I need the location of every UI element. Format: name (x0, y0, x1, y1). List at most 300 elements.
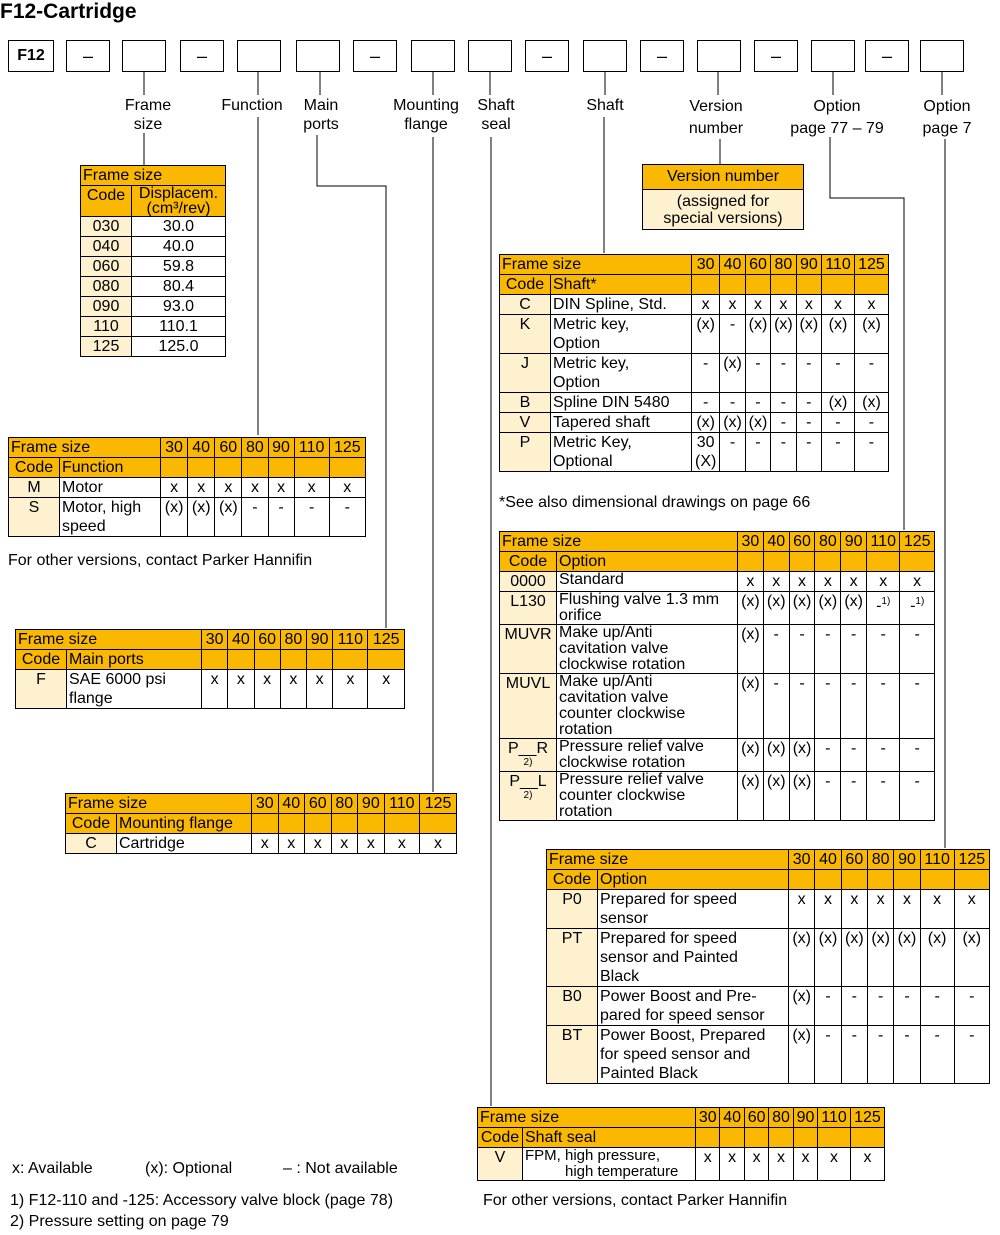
availability-footnote: 1) (881, 596, 891, 607)
row-availability: x (202, 670, 228, 709)
row-availability: (x) (854, 393, 888, 413)
shaft-table (499, 254, 889, 472)
row-description-line: Metric key, (553, 316, 630, 333)
row-availability: x (696, 1148, 720, 1181)
row-code-text: S (28, 499, 40, 516)
row-code-text: MUVR (504, 626, 552, 643)
row-availability: - (900, 739, 935, 772)
size-col-125: 125 (850, 1108, 884, 1128)
row-availability: (x) (738, 772, 764, 821)
row-code: 125 (81, 337, 132, 357)
size-col-110: 110 (294, 438, 329, 458)
footnote-2: 2) Pressure setting on page 79 (10, 1213, 229, 1230)
col-description: Option (598, 870, 789, 890)
row-description-line: Power Boost, Prepared (600, 1027, 766, 1044)
row-availability: - (771, 354, 796, 393)
row-availability: x (420, 834, 457, 854)
table-subheader-row (66, 814, 457, 834)
row-availability: - (920, 1026, 954, 1084)
row-availability: - (822, 413, 855, 433)
row-code: 030 (81, 217, 132, 237)
row-description-line: orifice (559, 607, 602, 624)
mounting-flange-table (65, 793, 457, 854)
row-description-line: DIN Spline, Std. (553, 296, 667, 313)
row-availability: (x) (789, 772, 815, 821)
table-subheader-row (16, 650, 405, 670)
size-col-40: 40 (228, 630, 254, 650)
row-availability (900, 592, 935, 625)
row-availability: (x) (215, 498, 242, 537)
row-description-line: Optional (553, 453, 613, 470)
row-availability: x (867, 572, 900, 592)
size-col-125: 125 (900, 532, 935, 552)
row-availability: x (254, 670, 280, 709)
row-availability: x (894, 890, 920, 929)
col-description: Main ports (67, 650, 202, 670)
size-col-40: 40 (815, 850, 841, 870)
size-col-90: 90 (841, 532, 867, 552)
row-availability: x (900, 572, 935, 592)
row-availability: x (720, 1148, 744, 1181)
table-subheader-row (547, 870, 990, 890)
row-description-line: rotation (559, 803, 613, 820)
row-availability: (x) (854, 315, 888, 354)
row-availability: x (920, 890, 954, 929)
row-code: 040 (81, 237, 132, 257)
row-code (66, 834, 117, 854)
row-availability: x (738, 572, 764, 592)
col-code: Code (16, 650, 67, 670)
row-availability: (x) (822, 393, 855, 413)
row-availability: x (188, 478, 215, 498)
legend-available: x: Available (12, 1160, 93, 1177)
table-subheader-row (500, 552, 935, 572)
footnote-1: 1) F12-110 and -125: Accessory valve block (page 78) (10, 1192, 394, 1209)
row-availability: - (796, 393, 821, 413)
row-description-line: Spline DIN 5480 (553, 394, 670, 411)
row-availability: - (329, 498, 365, 537)
row-code-text: K (519, 316, 531, 333)
row-code (9, 478, 60, 498)
size-col-90: 90 (268, 438, 294, 458)
row-code (500, 772, 557, 821)
size-col-30: 30 (738, 532, 764, 552)
row-description-line: Painted Black (600, 1065, 698, 1082)
size-col-30: 30 (696, 1108, 720, 1128)
row-availability: x (242, 478, 268, 498)
row-availability: - (242, 498, 268, 537)
row-description-line: Motor, high (62, 499, 142, 516)
row-availability: - (854, 354, 888, 393)
row-description (557, 592, 738, 625)
table-row (500, 625, 935, 674)
table-row (547, 890, 990, 929)
table-row (81, 257, 226, 277)
row-availability: x (268, 478, 294, 498)
row-availability: x (307, 670, 333, 709)
row-code-text: B (519, 394, 531, 411)
row-availability: x (841, 890, 867, 929)
row-description (598, 890, 789, 929)
row-availability: (x) (763, 739, 789, 772)
row-availability: (x) (822, 315, 855, 354)
row-code-text: C (519, 296, 531, 313)
row-availability: - (789, 625, 815, 674)
code-separator: – (754, 40, 798, 72)
size-col-30: 30 (692, 255, 720, 275)
row-description-line: Make up/Anti (559, 624, 653, 641)
row-description-line: speed (62, 518, 106, 535)
col-description: Function (60, 458, 161, 478)
table-header-row (500, 255, 889, 275)
row-availability: - (720, 433, 745, 472)
row-availability: x (954, 890, 989, 929)
row-description-line: pared for speed sensor (600, 1007, 765, 1024)
row-code (500, 592, 557, 625)
row-availability: (x) (894, 929, 920, 987)
row-description (551, 354, 692, 393)
row-availability: - (789, 674, 815, 739)
row-code (547, 890, 598, 929)
row-description-line: Cartridge (119, 835, 185, 852)
row-availability: 30 (X) (692, 433, 720, 472)
availability-dash: - (876, 597, 882, 615)
row-availability: - (841, 772, 867, 821)
table-header: Frame size (547, 850, 789, 870)
row-availability: - (867, 772, 900, 821)
row-availability: (x) (815, 592, 841, 625)
row-availability: (x) (815, 929, 841, 987)
row-code (500, 393, 551, 413)
label-shaft: Shaft (586, 97, 624, 114)
row-description-line: Option (553, 374, 601, 391)
table-header-row (500, 532, 935, 552)
row-availability: (x) (161, 498, 188, 537)
row-availability: x (331, 834, 358, 854)
row-availability: - (692, 393, 720, 413)
row-availability: x (228, 670, 254, 709)
row-description-line: Pressure relief valve (559, 771, 704, 788)
option-table-1 (499, 531, 935, 821)
label-option-1: Option page 77 – 79 (790, 98, 884, 137)
size-col-40: 40 (720, 1108, 744, 1128)
row-description (551, 413, 692, 433)
row-code (547, 987, 598, 1026)
size-col-60: 60 (744, 1108, 768, 1128)
row-availability: x (850, 1148, 884, 1181)
row-description-line: FPM, high pressure, (525, 1147, 661, 1164)
row-availability: - (822, 433, 855, 472)
row-code-text: 0000 (510, 573, 546, 590)
label-main-ports: Main ports (303, 97, 339, 133)
row-availability: x (789, 890, 815, 929)
row-availability: (x) (720, 354, 745, 393)
row-description-line: sensor (600, 910, 649, 927)
row-availability: - (854, 413, 888, 433)
row-code-text: BT (561, 1027, 583, 1044)
size-col-125: 125 (420, 794, 457, 814)
label-frame-size: Frame size (124, 97, 172, 133)
col-code: Code (478, 1128, 523, 1148)
row-availability: x (771, 295, 796, 315)
table-row (500, 315, 889, 354)
table-subheader-row (478, 1128, 885, 1148)
row-availability: x (763, 572, 789, 592)
row-description (557, 572, 738, 592)
row-value: 80.4 (132, 277, 226, 297)
row-availability: (x) (789, 987, 815, 1026)
row-availability: - (720, 393, 745, 413)
table-header-row (16, 630, 405, 650)
size-col-80: 80 (815, 532, 841, 552)
table-row (9, 478, 366, 498)
row-description-line: Prepared for speed (600, 930, 737, 947)
size-col-90: 90 (796, 255, 821, 275)
table-header: Frame size (500, 255, 692, 275)
table-row (547, 929, 990, 987)
table-row (66, 834, 457, 854)
size-col-90: 90 (793, 1108, 817, 1128)
row-availability: (x) (789, 1026, 815, 1084)
code-separator: – (640, 40, 684, 72)
row-description-line: Flushing valve 1.3 mm (559, 591, 720, 608)
row-code (547, 1026, 598, 1084)
table-row (547, 987, 990, 1026)
size-col-110: 110 (867, 532, 900, 552)
table-row (500, 354, 889, 393)
row-availability: x (818, 1148, 851, 1181)
table-row (81, 237, 226, 257)
row-availability: (x) (745, 413, 770, 433)
row-code-text: B0 (562, 988, 582, 1005)
table-header-row (547, 850, 990, 870)
size-col-60: 60 (789, 532, 815, 552)
size-col-60: 60 (745, 255, 770, 275)
table-subheader-row (9, 458, 366, 478)
table-header: Frame size (16, 630, 202, 650)
row-availability: - (867, 739, 900, 772)
row-description-line: Black (600, 968, 640, 985)
table-header: Frame size (500, 532, 738, 552)
size-col-125: 125 (954, 850, 989, 870)
row-code-text: V (519, 414, 531, 431)
size-col-110: 110 (384, 794, 420, 814)
row-availability: - (841, 739, 867, 772)
row-availability: x (252, 834, 279, 854)
row-availability: - (815, 772, 841, 821)
row-availability: - (920, 987, 954, 1026)
row-description-line: Pressure relief valve (559, 738, 704, 755)
row-value: 59.8 (132, 257, 226, 277)
availability-footnote: 1) (915, 596, 925, 607)
row-description (60, 478, 161, 498)
row-availability: - (796, 413, 821, 433)
row-code (478, 1148, 523, 1181)
size-col-125: 125 (329, 438, 365, 458)
row-availability: (x) (692, 413, 720, 433)
size-col-110: 110 (818, 1108, 851, 1128)
code-separator: – (525, 40, 569, 72)
size-col-60: 60 (305, 794, 332, 814)
row-value: 110.1 (132, 317, 226, 337)
col-description: Option (557, 552, 738, 572)
row-availability: x (841, 572, 867, 592)
row-availability: x (278, 834, 305, 854)
table-header: Frame size (478, 1108, 696, 1128)
row-code-footnote: 2) (523, 790, 533, 801)
row-availability: x (329, 478, 365, 498)
row-availability: (x) (738, 674, 764, 739)
version-number-body: (assigned for special versions) (643, 190, 803, 229)
table-header-row (478, 1108, 885, 1128)
row-availability: (x) (188, 498, 215, 537)
row-code (500, 625, 557, 674)
row-description-line: cavitation valve (559, 640, 669, 657)
table-header-row (66, 794, 457, 814)
shaft-seal-note: For other versions, contact Parker Hannifin (483, 1192, 788, 1209)
row-code-text: P__L (509, 773, 547, 790)
row-availability: (x) (720, 413, 745, 433)
row-description (551, 393, 692, 413)
size-col-30: 30 (789, 850, 815, 870)
row-code-text: V (494, 1149, 506, 1166)
size-col-125: 125 (854, 255, 888, 275)
col-description: Mounting flange (117, 814, 252, 834)
row-availability: - (867, 625, 900, 674)
row-code-footnote: 2) (523, 757, 533, 768)
row-availability: x (161, 478, 188, 498)
row-description-line: rotation (559, 721, 613, 738)
row-description-line: Standard (559, 571, 624, 588)
size-col-80: 80 (771, 255, 796, 275)
table-row (81, 337, 226, 357)
label-function: Function (221, 97, 283, 114)
row-description-line: Power Boost and Pre- (600, 988, 757, 1005)
row-availability: (x) (738, 592, 764, 625)
row-availability: - (745, 354, 770, 393)
row-availability: x (815, 890, 841, 929)
table-row (81, 277, 226, 297)
row-availability: - (763, 625, 789, 674)
row-availability: - (763, 674, 789, 739)
size-col-80: 80 (242, 438, 268, 458)
row-description (523, 1148, 696, 1181)
row-availability: x (769, 1148, 793, 1181)
row-code (547, 929, 598, 987)
row-description (67, 670, 202, 709)
size-col-60: 60 (215, 438, 242, 458)
size-col-110: 110 (333, 630, 368, 650)
row-availability: x (368, 670, 405, 709)
row-code (500, 674, 557, 739)
row-code-text: P (519, 434, 531, 451)
code-separator: – (865, 40, 909, 72)
size-col-110: 110 (822, 255, 855, 275)
table-row (547, 1026, 990, 1084)
size-col-80: 80 (769, 1108, 793, 1128)
row-availability: - (815, 674, 841, 739)
row-availability: (x) (867, 929, 893, 987)
row-availability: - (841, 674, 867, 739)
row-availability: - (894, 1026, 920, 1084)
row-availability: - (841, 1026, 867, 1084)
row-availability: x (744, 1148, 768, 1181)
table-row (478, 1148, 885, 1181)
function-note: For other versions, contact Parker Hannifin (8, 552, 313, 569)
row-code: 080 (81, 277, 132, 297)
row-availability: - (841, 625, 867, 674)
size-col-60: 60 (254, 630, 280, 650)
row-code-text: M (27, 479, 41, 496)
row-availability: - (867, 674, 900, 739)
table-row (500, 295, 889, 315)
availability-dash: - (910, 597, 916, 615)
table-row (500, 413, 889, 433)
row-availability: (x) (796, 315, 821, 354)
row-code-text: P__R (507, 740, 549, 757)
row-availability: (x) (745, 315, 770, 354)
col-code: Code (81, 186, 132, 217)
version-number-box (642, 164, 804, 230)
row-availability: - (867, 987, 893, 1026)
frame-size-table (80, 165, 226, 357)
table-header: Frame size (81, 166, 226, 186)
table-row (500, 674, 935, 739)
code-box-f12: F12 (8, 40, 54, 72)
col-description: Shaft seal (523, 1128, 696, 1148)
row-availability: (x) (841, 592, 867, 625)
size-col-80: 80 (331, 794, 358, 814)
row-availability: - (954, 1026, 989, 1084)
code-separator: – (66, 40, 110, 72)
row-value: 93.0 (132, 297, 226, 317)
row-availability: (x) (763, 772, 789, 821)
row-description-line: clockwise rotation (559, 754, 686, 771)
row-code (500, 315, 551, 354)
table-header: Frame size (66, 794, 252, 814)
row-code: 110 (81, 317, 132, 337)
row-value: 30.0 (132, 217, 226, 237)
row-code-text: J (521, 355, 529, 372)
legend-optional: (x): Optional (145, 1160, 233, 1177)
row-availability: (x) (692, 315, 720, 354)
row-code-text: MUVL (505, 675, 551, 692)
row-availability: (x) (789, 592, 815, 625)
row-description (557, 674, 738, 739)
row-availability: x (793, 1148, 817, 1181)
table-header: Frame size (9, 438, 161, 458)
row-availability: x (822, 295, 855, 315)
row-description (557, 772, 738, 821)
label-option-2: Option page 7 (922, 98, 972, 137)
row-description-line: sensor and Painted (600, 949, 738, 966)
row-availability: x (358, 834, 385, 854)
row-availability: (x) (763, 592, 789, 625)
row-availability: - (745, 393, 770, 413)
row-code-text: C (85, 835, 97, 852)
table-row (500, 772, 935, 821)
row-description (551, 295, 692, 315)
row-availability (867, 592, 900, 625)
row-availability: (x) (738, 625, 764, 674)
size-col-40: 40 (720, 255, 745, 275)
row-availability: - (954, 987, 989, 1026)
size-col-30: 30 (161, 438, 188, 458)
shaft-seal-table (477, 1107, 885, 1181)
row-code (500, 572, 557, 592)
size-col-80: 80 (280, 630, 306, 650)
row-description-line: high temperature (565, 1163, 679, 1180)
